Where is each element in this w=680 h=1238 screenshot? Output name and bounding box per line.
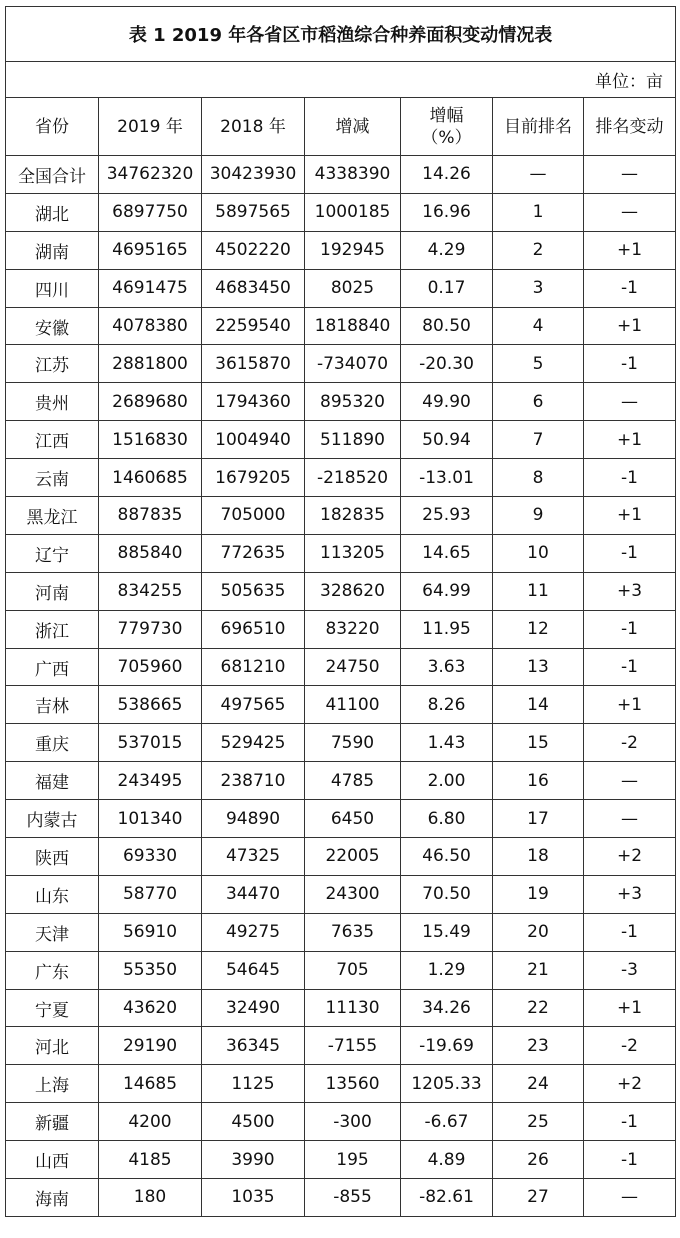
cell-growth-rate: 50.94: [401, 421, 493, 459]
cell-province: 重庆: [6, 724, 99, 762]
cell-growth-rate: 49.90: [401, 383, 493, 421]
cell-change: 113205: [305, 534, 401, 572]
cell-rank-change: -1: [584, 534, 676, 572]
cell-province: 广东: [6, 951, 99, 989]
table-row: [6, 913, 676, 951]
cell-2019: 779730: [99, 610, 202, 648]
cell-2018: 2259540: [202, 307, 305, 345]
cell-current-rank: 8: [493, 459, 584, 497]
cell-growth-rate: 4.29: [401, 231, 493, 269]
header-2019: 2019 年: [99, 98, 202, 156]
cell-current-rank: 17: [493, 800, 584, 838]
table-row: [6, 989, 676, 1027]
cell-2018: 3990: [202, 1141, 305, 1179]
cell-2019: 4200: [99, 1103, 202, 1141]
cell-current-rank: 15: [493, 724, 584, 762]
table-row: [6, 875, 676, 913]
cell-change: 705: [305, 951, 401, 989]
cell-province: 湖北: [6, 193, 99, 231]
cell-2018: 505635: [202, 572, 305, 610]
cell-growth-rate: 14.65: [401, 534, 493, 572]
cell-2018: 32490: [202, 989, 305, 1027]
cell-2018: 49275: [202, 913, 305, 951]
cell-2019: 69330: [99, 838, 202, 876]
cell-rank-change: +2: [584, 1065, 676, 1103]
cell-rank-change: —: [584, 1179, 676, 1217]
cell-current-rank: 24: [493, 1065, 584, 1103]
cell-change: 328620: [305, 572, 401, 610]
table-row: [6, 686, 676, 724]
table-row: [6, 1141, 676, 1179]
cell-2019: 180: [99, 1179, 202, 1217]
cell-current-rank: 25: [493, 1103, 584, 1141]
cell-growth-rate: 6.80: [401, 800, 493, 838]
cell-change: 24300: [305, 875, 401, 913]
table-row: [6, 610, 676, 648]
table-row: [6, 345, 676, 383]
cell-current-rank: 2: [493, 231, 584, 269]
cell-province: 四川: [6, 269, 99, 307]
cell-current-rank: 5: [493, 345, 584, 383]
table-row: [6, 193, 676, 231]
cell-change: 4338390: [305, 156, 401, 194]
cell-2018: 4502220: [202, 231, 305, 269]
header-province: 省份: [6, 98, 99, 156]
cell-current-rank: 6: [493, 383, 584, 421]
table-row: [6, 1103, 676, 1141]
cell-change: 511890: [305, 421, 401, 459]
cell-current-rank: 16: [493, 762, 584, 800]
cell-2018: 5897565: [202, 193, 305, 231]
cell-province: 河南: [6, 572, 99, 610]
cell-rank-change: —: [584, 800, 676, 838]
cell-current-rank: —: [493, 156, 584, 194]
cell-province: 浙江: [6, 610, 99, 648]
cell-change: 195: [305, 1141, 401, 1179]
cell-province: 河北: [6, 1027, 99, 1065]
table-frame: [5, 6, 675, 1217]
cell-2019: 4691475: [99, 269, 202, 307]
cell-province: 新疆: [6, 1103, 99, 1141]
cell-change: 83220: [305, 610, 401, 648]
cell-rank-change: +1: [584, 421, 676, 459]
cell-2019: 834255: [99, 572, 202, 610]
cell-2019: 56910: [99, 913, 202, 951]
cell-2019: 887835: [99, 497, 202, 535]
table-row: [6, 497, 676, 535]
table-row: [6, 800, 676, 838]
cell-growth-rate: -82.61: [401, 1179, 493, 1217]
cell-change: 22005: [305, 838, 401, 876]
cell-province: 湖南: [6, 231, 99, 269]
cell-current-rank: 19: [493, 875, 584, 913]
cell-growth-rate: 0.17: [401, 269, 493, 307]
cell-rank-change: -1: [584, 1141, 676, 1179]
cell-growth-rate: 8.26: [401, 686, 493, 724]
header-growth-rate: 增幅 （%）: [401, 98, 493, 156]
cell-change: 13560: [305, 1065, 401, 1103]
cell-growth-rate: 16.96: [401, 193, 493, 231]
cell-change: 1818840: [305, 307, 401, 345]
cell-current-rank: 7: [493, 421, 584, 459]
cell-growth-rate: 1.43: [401, 724, 493, 762]
data-table: [5, 6, 676, 1217]
cell-current-rank: 26: [493, 1141, 584, 1179]
table-row: [6, 459, 676, 497]
cell-current-rank: 1: [493, 193, 584, 231]
cell-2019: 705960: [99, 648, 202, 686]
table-row: [6, 534, 676, 572]
cell-growth-rate: -6.67: [401, 1103, 493, 1141]
cell-rank-change: +2: [584, 838, 676, 876]
table-row: [6, 648, 676, 686]
cell-change: 6450: [305, 800, 401, 838]
cell-2018: 1794360: [202, 383, 305, 421]
cell-2018: 705000: [202, 497, 305, 535]
cell-current-rank: 3: [493, 269, 584, 307]
header-rank-change: 排名变动: [584, 98, 676, 156]
cell-rank-change: —: [584, 156, 676, 194]
cell-2019: 538665: [99, 686, 202, 724]
cell-2019: 4078380: [99, 307, 202, 345]
cell-growth-rate: -19.69: [401, 1027, 493, 1065]
cell-growth-rate: 1205.33: [401, 1065, 493, 1103]
table-row: [6, 421, 676, 459]
cell-rank-change: -2: [584, 724, 676, 762]
cell-2019: 58770: [99, 875, 202, 913]
cell-change: -7155: [305, 1027, 401, 1065]
cell-2018: 1125: [202, 1065, 305, 1103]
cell-2018: 3615870: [202, 345, 305, 383]
cell-current-rank: 23: [493, 1027, 584, 1065]
cell-change: 8025: [305, 269, 401, 307]
cell-2018: 772635: [202, 534, 305, 572]
cell-province: 贵州: [6, 383, 99, 421]
cell-2018: 47325: [202, 838, 305, 876]
cell-current-rank: 27: [493, 1179, 584, 1217]
cell-rank-change: -1: [584, 345, 676, 383]
cell-province: 全国合计: [6, 156, 99, 194]
cell-2018: 696510: [202, 610, 305, 648]
cell-rank-change: +1: [584, 989, 676, 1027]
cell-2018: 94890: [202, 800, 305, 838]
table-row: [6, 156, 676, 194]
cell-2019: 2689680: [99, 383, 202, 421]
cell-2018: 681210: [202, 648, 305, 686]
cell-change: 4785: [305, 762, 401, 800]
cell-2018: 54645: [202, 951, 305, 989]
cell-province: 安徽: [6, 307, 99, 345]
cell-rank-change: —: [584, 383, 676, 421]
cell-growth-rate: 4.89: [401, 1141, 493, 1179]
cell-2019: 537015: [99, 724, 202, 762]
cell-change: 24750: [305, 648, 401, 686]
cell-province: 辽宁: [6, 534, 99, 572]
cell-growth-rate: 14.26: [401, 156, 493, 194]
header-current-rank: 目前排名: [493, 98, 584, 156]
cell-growth-rate: 15.49: [401, 913, 493, 951]
cell-2019: 1460685: [99, 459, 202, 497]
cell-2019: 4695165: [99, 231, 202, 269]
cell-rank-change: +1: [584, 686, 676, 724]
cell-2019: 101340: [99, 800, 202, 838]
cell-2018: 36345: [202, 1027, 305, 1065]
table-row: [6, 269, 676, 307]
unit-label: 单位：亩: [6, 62, 676, 98]
cell-rank-change: —: [584, 762, 676, 800]
cell-rank-change: -1: [584, 459, 676, 497]
cell-growth-rate: 70.50: [401, 875, 493, 913]
cell-2019: 2881800: [99, 345, 202, 383]
cell-change: -300: [305, 1103, 401, 1141]
cell-rank-change: -1: [584, 648, 676, 686]
cell-change: 1000185: [305, 193, 401, 231]
cell-2018: 1004940: [202, 421, 305, 459]
cell-province: 山东: [6, 875, 99, 913]
header-2018: 2018 年: [202, 98, 305, 156]
cell-2018: 1035: [202, 1179, 305, 1217]
cell-current-rank: 11: [493, 572, 584, 610]
cell-2019: 34762320: [99, 156, 202, 194]
cell-current-rank: 13: [493, 648, 584, 686]
cell-province: 上海: [6, 1065, 99, 1103]
cell-province: 宁夏: [6, 989, 99, 1027]
cell-growth-rate: 2.00: [401, 762, 493, 800]
cell-2018: 497565: [202, 686, 305, 724]
cell-change: 895320: [305, 383, 401, 421]
table-row: [6, 383, 676, 421]
cell-2018: 4500: [202, 1103, 305, 1141]
cell-change: -218520: [305, 459, 401, 497]
cell-2018: 1679205: [202, 459, 305, 497]
cell-rank-change: +1: [584, 307, 676, 345]
cell-province: 云南: [6, 459, 99, 497]
cell-current-rank: 9: [493, 497, 584, 535]
cell-growth-rate: 25.93: [401, 497, 493, 535]
cell-rank-change: +1: [584, 231, 676, 269]
cell-change: 7590: [305, 724, 401, 762]
cell-2019: 885840: [99, 534, 202, 572]
cell-change: 192945: [305, 231, 401, 269]
cell-2019: 4185: [99, 1141, 202, 1179]
cell-growth-rate: 80.50: [401, 307, 493, 345]
cell-province: 江西: [6, 421, 99, 459]
cell-current-rank: 12: [493, 610, 584, 648]
table-row: [6, 724, 676, 762]
cell-province: 广西: [6, 648, 99, 686]
cell-current-rank: 14: [493, 686, 584, 724]
table-row: [6, 762, 676, 800]
cell-current-rank: 10: [493, 534, 584, 572]
cell-rank-change: -1: [584, 1103, 676, 1141]
table-row: [6, 231, 676, 269]
cell-current-rank: 18: [493, 838, 584, 876]
cell-province: 陕西: [6, 838, 99, 876]
cell-change: 41100: [305, 686, 401, 724]
cell-2018: 30423930: [202, 156, 305, 194]
table-row: [6, 1065, 676, 1103]
cell-growth-rate: 11.95: [401, 610, 493, 648]
table-row: [6, 951, 676, 989]
cell-2019: 43620: [99, 989, 202, 1027]
table-title: 表 1 2019 年各省区市稻渔综合种养面积变动情况表: [6, 7, 676, 62]
cell-rank-change: -1: [584, 269, 676, 307]
cell-2019: 29190: [99, 1027, 202, 1065]
cell-rank-change: -2: [584, 1027, 676, 1065]
cell-rank-change: +1: [584, 497, 676, 535]
cell-growth-rate: -13.01: [401, 459, 493, 497]
table-row: [6, 1027, 676, 1065]
cell-2018: 4683450: [202, 269, 305, 307]
cell-current-rank: 22: [493, 989, 584, 1027]
table-row: [6, 572, 676, 610]
table-row: [6, 838, 676, 876]
cell-province: 山西: [6, 1141, 99, 1179]
cell-province: 江苏: [6, 345, 99, 383]
cell-rank-change: -1: [584, 610, 676, 648]
cell-growth-rate: 1.29: [401, 951, 493, 989]
cell-current-rank: 20: [493, 913, 584, 951]
cell-change: 182835: [305, 497, 401, 535]
cell-growth-rate: 46.50: [401, 838, 493, 876]
cell-2019: 55350: [99, 951, 202, 989]
cell-rank-change: +3: [584, 572, 676, 610]
cell-2018: 238710: [202, 762, 305, 800]
cell-growth-rate: 34.26: [401, 989, 493, 1027]
header-row: [6, 98, 676, 156]
cell-province: 海南: [6, 1179, 99, 1217]
cell-rank-change: -3: [584, 951, 676, 989]
cell-growth-rate: 3.63: [401, 648, 493, 686]
table-row: [6, 1179, 676, 1217]
cell-current-rank: 21: [493, 951, 584, 989]
cell-province: 福建: [6, 762, 99, 800]
cell-2019: 14685: [99, 1065, 202, 1103]
cell-2019: 1516830: [99, 421, 202, 459]
cell-rank-change: -1: [584, 913, 676, 951]
cell-2019: 6897750: [99, 193, 202, 231]
cell-growth-rate: 64.99: [401, 572, 493, 610]
cell-change: 7635: [305, 913, 401, 951]
cell-province: 吉林: [6, 686, 99, 724]
cell-province: 内蒙古: [6, 800, 99, 838]
cell-2019: 243495: [99, 762, 202, 800]
cell-change: -734070: [305, 345, 401, 383]
cell-change: 11130: [305, 989, 401, 1027]
cell-province: 天津: [6, 913, 99, 951]
cell-2018: 529425: [202, 724, 305, 762]
cell-change: -855: [305, 1179, 401, 1217]
cell-rank-change: —: [584, 193, 676, 231]
table-row: [6, 307, 676, 345]
cell-province: 黑龙江: [6, 497, 99, 535]
cell-rank-change: +3: [584, 875, 676, 913]
cell-2018: 34470: [202, 875, 305, 913]
cell-growth-rate: -20.30: [401, 345, 493, 383]
cell-current-rank: 4: [493, 307, 584, 345]
header-change: 增减: [305, 98, 401, 156]
